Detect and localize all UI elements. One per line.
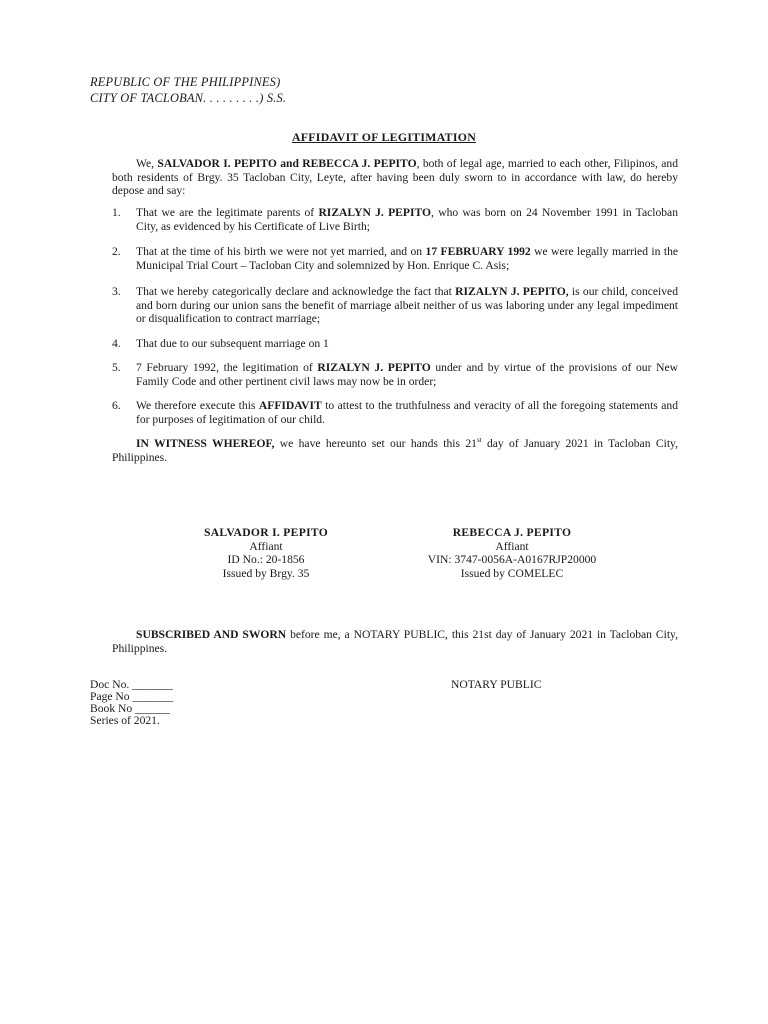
signatory-issued-by: Issued by COMELEC: [460, 566, 564, 580]
signatory-name: SALVADOR I. PEPITO: [203, 526, 329, 539]
witness-paragraph: IN WITNESS WHEREOF, we have hereunto set our hands this 21st day of January 2021 in Tacloban City, Philippines.: [112, 436, 678, 464]
item-number: 2.: [112, 245, 121, 258]
item-number: 5.: [112, 361, 121, 374]
affiant-names: SALVADOR I. PEPITO and REBECCA J. PEPITO: [157, 157, 417, 170]
intro-pre: We,: [136, 157, 158, 170]
signatory-id: VIN: 3747-0056A-A0167RJP20000: [427, 553, 597, 567]
doc-no: Doc No. _______: [90, 678, 173, 691]
item-text: That we hereby categorically declare and acknowledge the fact that RIZALYN J. PEPITO, is our child, conceived and born during our union sans the benefit of marriage albeit neither of us was laboring under any legal impediment or disqualification to contract marriage;: [136, 285, 678, 326]
signatory-role: Affiant: [249, 539, 283, 553]
signature-block-salvador: [151, 526, 381, 580]
ordinal-suffix: st: [476, 436, 482, 445]
jurat-paragraph: SUBSCRIBED AND SWORN before me, a NOTARY PUBLIC, this 21st day of January 2021 in Tacloban City, Philippines.: [112, 628, 678, 655]
intro-paragraph: [112, 157, 678, 198]
series: Series of 2021.: [90, 714, 160, 727]
signatory-issued-by: Issued by Brgy. 35: [222, 566, 310, 580]
item-text: 7 February 1992, the legitimation of RIZALYN J. PEPITO under and by virtue of the provisions of our New Family Code and other pertinent civil laws may now be in order;: [136, 361, 678, 388]
signatory-role: Affiant: [495, 539, 529, 553]
page-no: Page No _______: [90, 690, 174, 703]
item-text: That we are the legitimate parents of RIZALYN J. PEPITO, who was born on 24 November 1991 in Tacloban City, as evidenced by his Certificate of Live Birth;: [136, 206, 678, 233]
document-title: AFFIDAVIT OF LEGITIMATION: [291, 130, 477, 144]
item-number: 6.: [112, 399, 121, 412]
jurat-heading: SUBSCRIBED AND SWORN: [136, 628, 287, 641]
item-number: 1.: [112, 206, 121, 219]
signatory-id: ID No.: 20-1856: [227, 553, 305, 567]
venue-line-city: CITY OF TACLOBAN. . . . . . . . .) S.S.: [90, 91, 287, 105]
notarial-register: [90, 678, 173, 726]
item-text: We therefore execute this AFFIDAVIT to attest to the truthfulness and veracity of all the foregoing statements and for purposes of legitimation of our child.: [136, 399, 678, 426]
venue-line-republic: REPUBLIC OF THE PHILIPPINES): [90, 75, 281, 89]
item-text: That due to our subsequent marriage on 1: [136, 337, 329, 350]
item-number: 4.: [112, 337, 121, 350]
item-text: That at the time of his birth we were not yet married, and on 17 FEBRUARY 1992 we were legally married in the Municipal Trial Court – Tacloban City and solemnized by Hon. Enrique C. Asis;: [136, 245, 679, 272]
intro-post: , both of legal age, married to each other, Filipinos, and both residents of Brgy. 35 Tacloban City, Leyte, after having been duly sworn to in accordance with law, do hereby depose and say:: [112, 157, 678, 198]
witness-heading: IN WITNESS WHEREOF,: [136, 437, 275, 450]
book-no: Book No ______: [90, 702, 170, 715]
signature-block-rebecca: [397, 526, 627, 580]
signatory-name: REBECCA J. PEPITO: [452, 526, 572, 539]
notary-public-label: NOTARY PUBLIC: [451, 678, 542, 691]
item-number: 3.: [112, 285, 121, 298]
